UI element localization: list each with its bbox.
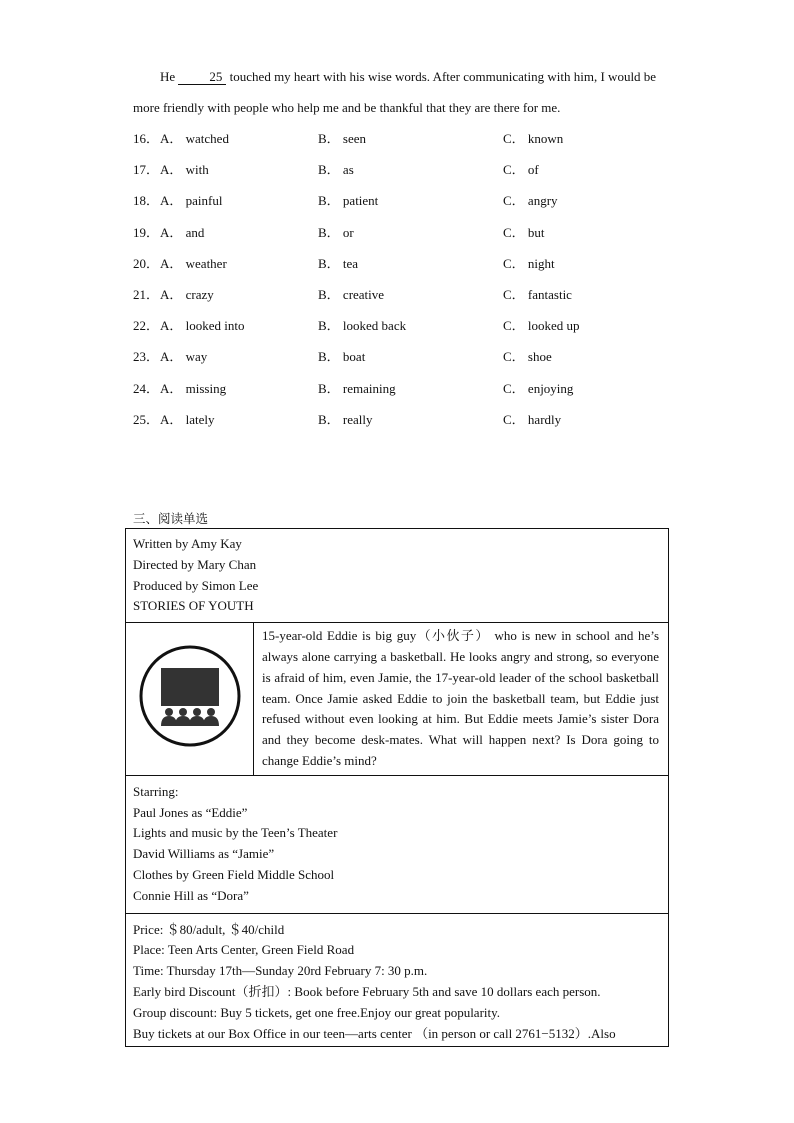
credit-title: STORIES OF YOUTH <box>133 598 254 614</box>
question-number: 20． <box>133 255 160 271</box>
option-b[interactable]: B． patient <box>318 193 379 209</box>
starring-cell <box>126 775 669 913</box>
option-b[interactable]: B． really <box>318 411 373 427</box>
option-b[interactable]: B． or <box>318 224 354 240</box>
section-title: 三、阅读单选 <box>133 511 209 526</box>
passage-before-blank: He <box>160 69 176 84</box>
question-row <box>133 123 673 154</box>
question-number: 25． <box>133 411 160 427</box>
info-place: Place: Teen Arts Center, Green Field Road <box>133 942 355 958</box>
option-b[interactable]: B． as <box>318 162 354 178</box>
option-b[interactable]: B． tea <box>318 255 359 271</box>
question-number: 23． <box>133 349 160 365</box>
option-a[interactable]: A． painful <box>160 193 223 209</box>
credits-cell <box>126 529 669 623</box>
question-row <box>133 310 673 341</box>
question-number: 22． <box>133 318 160 334</box>
image-cell <box>126 623 254 776</box>
info-time: Time: Thursday 17th—Sunday 20rd February 7: 30 p.m. <box>133 963 428 979</box>
option-a[interactable]: A． missing <box>160 380 227 396</box>
credit-producer: Produced by Simon Lee <box>133 577 259 593</box>
option-c[interactable]: C． known <box>503 131 564 146</box>
theater-icon <box>138 644 242 748</box>
option-c[interactable]: C． night <box>503 255 555 271</box>
info-box-office: Buy tickets at our Box Office in our teen—arts center （in person or call 2761−5132）.Also <box>133 1025 616 1041</box>
question-row <box>133 404 673 435</box>
option-a[interactable]: A． crazy <box>160 286 214 302</box>
option-c[interactable]: C． looked up <box>503 318 580 334</box>
info-group: Group discount: Buy 5 tickets, get one free.Enjoy our great popularity. <box>133 1004 501 1020</box>
question-number: 21． <box>133 286 160 302</box>
option-b[interactable]: B． looked back <box>318 318 407 334</box>
option-c[interactable]: C． enjoying <box>503 380 574 396</box>
info-cell <box>126 913 669 1047</box>
option-b[interactable]: B． remaining <box>318 380 396 396</box>
option-c[interactable]: C． but <box>503 224 545 240</box>
question-row <box>133 248 673 279</box>
credit-lights: Lights and music by the Teen’s Theater <box>133 825 338 841</box>
credit-writer: Written by Amy Kay <box>133 536 242 551</box>
question-row <box>133 154 673 185</box>
option-c[interactable]: C． angry <box>503 193 558 209</box>
option-a[interactable]: A． watched <box>160 131 229 146</box>
passage-paragraph <box>133 61 673 123</box>
question-number: 16． <box>133 131 160 146</box>
option-c[interactable]: C． shoe <box>503 349 552 365</box>
question-row <box>133 185 673 216</box>
option-b[interactable]: B． boat <box>318 349 366 365</box>
info-price: Price: ＄80/adult, ＄40/child <box>133 921 285 937</box>
cast-dora: Connie Hill as “Dora” <box>133 887 249 903</box>
reading-table <box>125 528 669 1047</box>
blank-25[interactable]: 25 <box>178 69 226 85</box>
starring-label: Starring: <box>133 783 179 799</box>
option-a[interactable]: A． with <box>160 162 209 178</box>
option-a[interactable]: A． looked into <box>160 318 245 334</box>
passage-after-blank: touched my heart with his wise words. After communicating with him, I would be more friendly with people who help me and be thankful that they are there for me. <box>133 69 657 115</box>
question-number: 24． <box>133 380 160 396</box>
option-a[interactable]: A． and <box>160 224 205 240</box>
question-number: 17． <box>133 162 160 178</box>
option-c[interactable]: C． hardly <box>503 411 562 427</box>
question-row <box>133 341 673 372</box>
cast-eddie: Paul Jones as “Eddie” <box>133 804 248 820</box>
option-a[interactable]: A． weather <box>160 255 227 271</box>
question-row <box>133 217 673 248</box>
option-b[interactable]: B． creative <box>318 286 385 302</box>
option-a[interactable]: A． lately <box>160 411 215 427</box>
credit-director: Directed by Mary Chan <box>133 556 257 572</box>
question-row <box>133 373 673 404</box>
credit-clothes: Clothes by Green Field Middle School <box>133 866 335 882</box>
question-number: 19． <box>133 224 160 240</box>
question-number: 18． <box>133 193 160 209</box>
question-row <box>133 279 673 310</box>
story-cell: 15-year-old Eddie is big guy（小伙子） who is new in school and he’s always alone carrying a basketball. He looks angry and strong, so everyone is afraid of him, even Jamie, the 17-year-old leader of the school basketball team. Once Jamie asked Eddie to join the basketball team, but Eddie just refused without even looking at him. But Eddie meets Jamie’s sister Dora and they become desk-mates. What will happen next? Is Dora going to change Eddie’s mind? <box>254 623 669 776</box>
option-b[interactable]: B． seen <box>318 131 367 146</box>
cast-jamie: David Williams as “Jamie” <box>133 846 275 862</box>
option-c[interactable]: C． of <box>503 162 539 178</box>
info-early-bird: Early bird Discount（折扣）: Book before February 5th and save 10 dollars each person. <box>133 983 601 999</box>
option-a[interactable]: A． way <box>160 349 208 365</box>
option-c[interactable]: C． fantastic <box>503 286 572 302</box>
options-list <box>133 123 673 435</box>
